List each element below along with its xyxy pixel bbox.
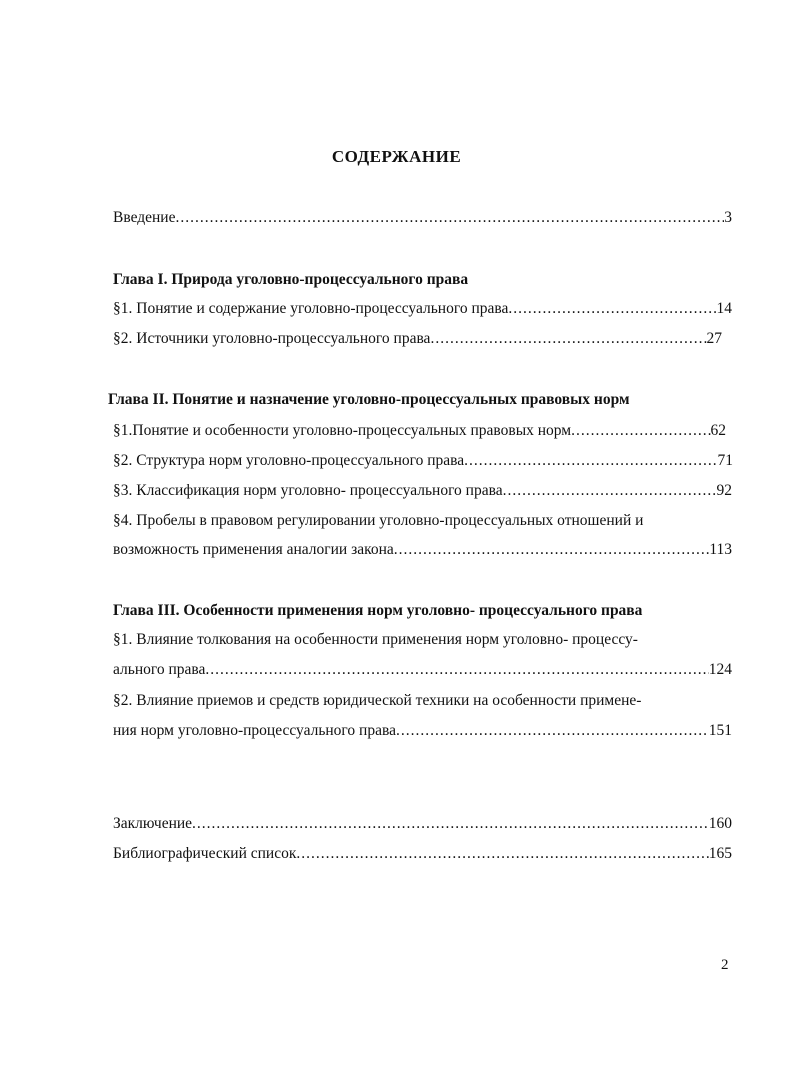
toc-entry-bibliography bbox=[113, 844, 732, 864]
toc-entry-page: 160 bbox=[708, 815, 732, 832]
page-number: 2 bbox=[721, 957, 729, 973]
toc-leader-dots bbox=[296, 844, 708, 864]
toc-entry-ch3-s1 bbox=[113, 660, 732, 680]
toc-entry-page: 124 bbox=[708, 661, 732, 678]
toc-entry-label: ния норм уголовно-процессуального права bbox=[113, 722, 396, 739]
toc-entry-ch2-s2 bbox=[113, 451, 733, 471]
toc-entry-page: 113 bbox=[709, 541, 732, 558]
toc-entry-label: Заключение bbox=[113, 815, 193, 832]
toc-entry-conclusion bbox=[113, 814, 732, 834]
toc-entry-label: §1. Понятие и содержание уголовно-процессуального права bbox=[113, 300, 509, 317]
toc-entry-label: §1.Понятие и особенности уголовно-процессуальных правовых норм bbox=[113, 422, 572, 439]
toc-title: СОДЕРЖАНИЕ bbox=[331, 147, 462, 166]
toc-entry-label: §2. Источники уголовно-процессуального права bbox=[113, 330, 431, 347]
toc-leader-dots bbox=[508, 299, 716, 319]
toc-entry-ch2-s1 bbox=[113, 421, 726, 441]
toc-leader-dots bbox=[175, 208, 724, 228]
toc-entry-page: 27 bbox=[706, 330, 722, 347]
chapter-2-heading: Глава II. Понятие и назначение уголовно-процессуальных правовых норм bbox=[108, 391, 630, 408]
toc-entry-label: §3. Классификация норм уголовно- процессуального права bbox=[113, 482, 503, 499]
toc-entry-ch1-s1 bbox=[113, 299, 732, 319]
toc-entry-ch3-s1-line1: §1. Влияние толкования на особенности применения норм уголовно- процессу- bbox=[113, 631, 638, 648]
toc-entry-label: §2. Структура норм уголовно-процессуального права bbox=[113, 452, 465, 469]
toc-entry-page: 151 bbox=[708, 722, 732, 739]
toc-leader-dots bbox=[394, 540, 710, 560]
toc-entry-ch2-s4 bbox=[113, 540, 732, 560]
toc-entry-page: 3 bbox=[724, 209, 732, 226]
toc-entry-ch3-s2 bbox=[113, 721, 732, 741]
toc-entry-label: Введение bbox=[113, 209, 176, 226]
toc-leader-dots bbox=[396, 721, 709, 741]
toc-entry-page: 62 bbox=[710, 422, 726, 439]
toc-leader-dots bbox=[205, 660, 708, 680]
chapter-3-heading: Глава III. Особенности применения норм уголовно- процессуального права bbox=[113, 602, 643, 619]
toc-entry-label: возможность применения аналогии закона bbox=[113, 541, 394, 558]
toc-entry-intro bbox=[113, 208, 732, 228]
toc-entry-page: 71 bbox=[717, 452, 733, 469]
toc-leader-dots bbox=[464, 451, 717, 471]
toc-entry-ch2-s3 bbox=[113, 481, 732, 501]
toc-entry-label: Библиографический список bbox=[113, 845, 297, 862]
toc-entry-page: 92 bbox=[716, 482, 732, 499]
toc-leader-dots bbox=[571, 421, 710, 441]
toc-entry-ch1-s2 bbox=[113, 329, 722, 349]
toc-leader-dots bbox=[430, 329, 706, 349]
toc-entry-ch2-s4-line1: §4. Пробелы в правовом регулировании уголовно-процессуальных отношений и bbox=[113, 512, 644, 529]
toc-entry-page: 165 bbox=[708, 845, 732, 862]
chapter-1-heading: Глава I. Природа уголовно-процессуального права bbox=[113, 271, 469, 288]
toc-entry-page: 14 bbox=[716, 300, 732, 317]
toc-entry-label: ального права bbox=[113, 661, 206, 678]
toc-entry-ch3-s2-line1: §2. Влияние приемов и средств юридической техники на особенности примене- bbox=[113, 692, 642, 709]
toc-leader-dots bbox=[192, 814, 709, 834]
toc-leader-dots bbox=[503, 481, 717, 501]
